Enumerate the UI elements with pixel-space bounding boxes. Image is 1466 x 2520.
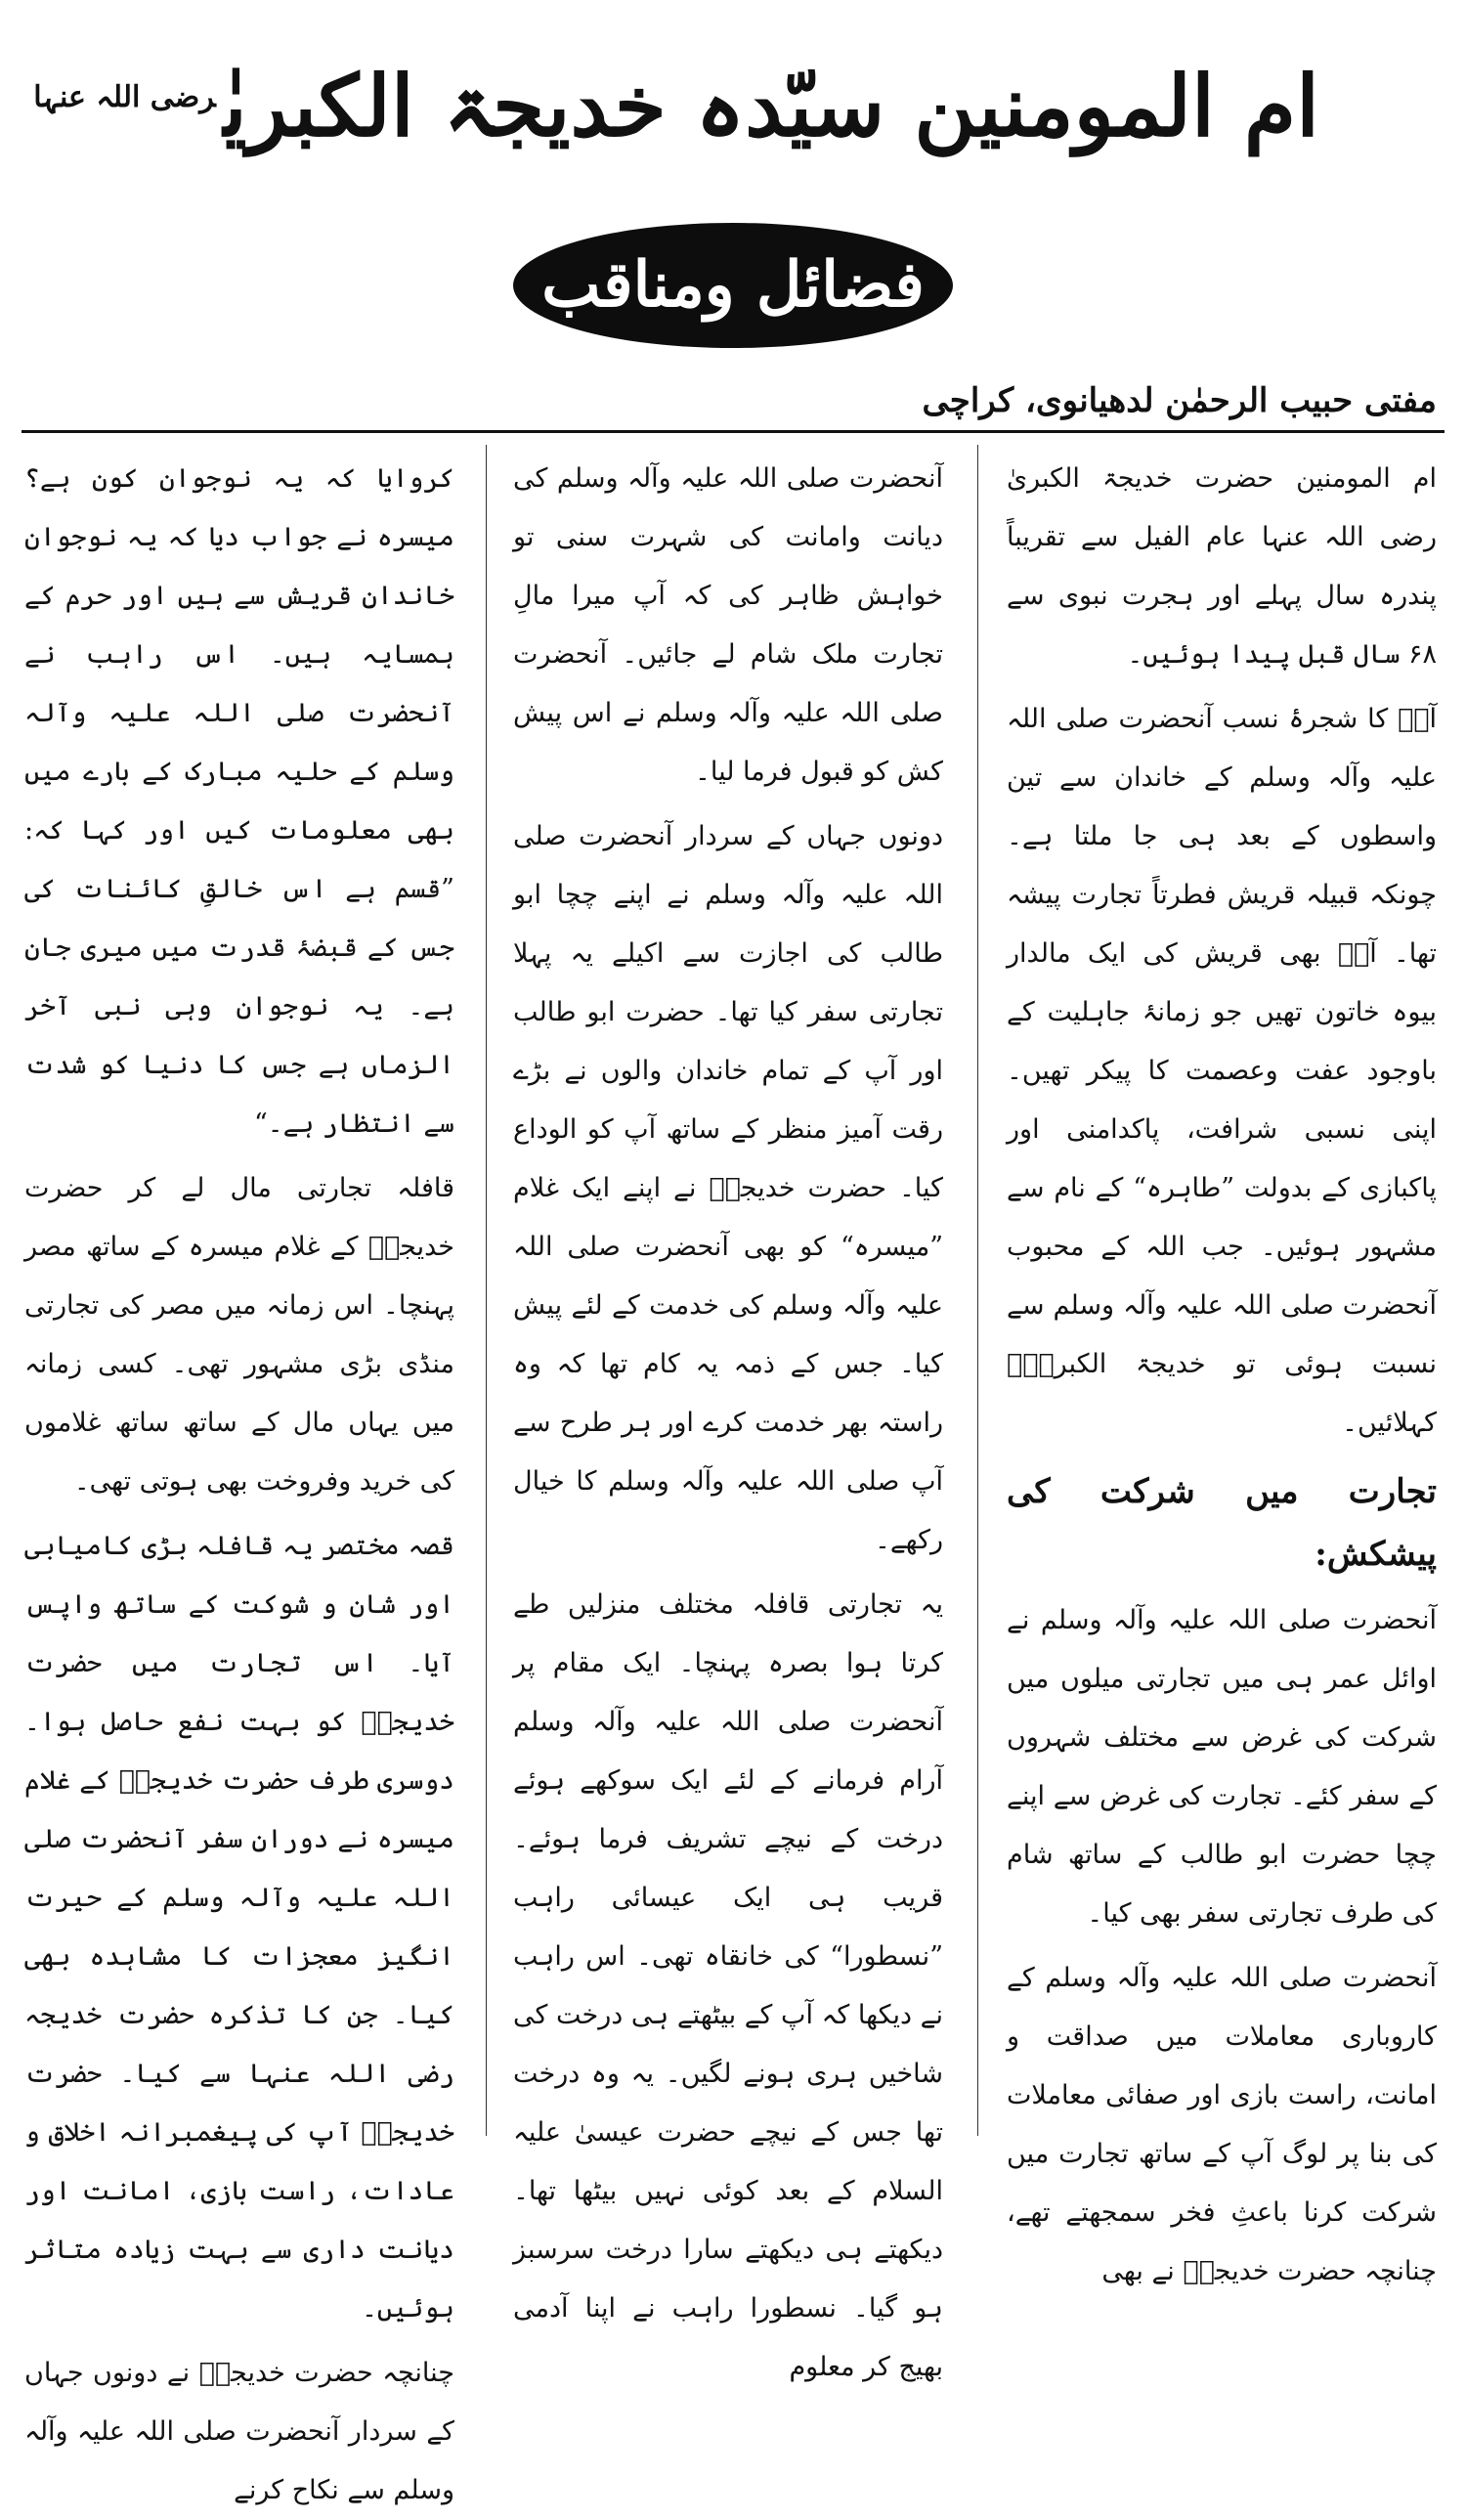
paragraph: چنانچہ حضرت خدیجہؓ نے دونوں جہاں کے سردار آنحضرت صلی اللہ علیہ وآلہ وسلم سے نکاح کرنے xyxy=(24,2358,454,2505)
paragraph: قصہ مختصر یہ قافلہ بڑی کامیابی اور شان و شوکت کے ساتھ واپس آیا۔ اس تجارت میں حضرت خدیجہؓ کو بہت نفع حاصل ہوا۔ دوسری طرف حضرت خدیجہؓ کے غلام میسرہ نے دورانِ سفر آنحضرت صلی اللہ علیہ وآلہ وسلم کے حیرت انگیز معجزات کا مشاہدہ بھی کیا۔ جن کا تذکرہ حضرت خدیجہ رضی اللہ عنہا سے کیا۔ حضرت خدیجہؓ آپ کی پیغمبرانہ اخلاق و عادات، راست بازی، امانت اور دیانت داری سے بہت زیادہ متاثر ہوئیں۔ xyxy=(24,1531,454,2324)
paragraph: دونوں جہاں کے سردار آنحضرت صلی اللہ علیہ وآلہ وسلم نے اپنے چچا ابو طالب کی اجازت سے اکیلے یہ پہلا تجارتی سفر کیا تھا۔ حضرت ابو طالب اور آپ کے تمام خاندان والوں نے بڑے رقت آمیز منظر کے ساتھ آپ کو الوداع کیا۔ حضرت خدیجہؓ نے اپنے ایک غلام ”میسرہ“ کو بھی آنحضرت صلی اللہ علیہ وآلہ وسلم کی خدمت کے لئے پیش کیا۔ جس کے ذمہ یہ کام تھا کہ وہ راستہ بھر خدمت کرے اور ہر طرح سے آپ صلی اللہ علیہ وآلہ وسلم کا خیال رکھے۔ xyxy=(513,821,943,1555)
paragraph: آنحضرت صلی اللہ علیہ وآلہ وسلم کی دیانت وامانت کی شہرت سنی تو خواہش ظاہر کی کہ آپ میرا مالِ تجارت ملک شام لے جائیں۔ آنحضرت صلی اللہ علیہ وآلہ وسلم نے اس پیش کش کو قبول فرما لیا۔ xyxy=(513,463,943,787)
header-divider xyxy=(22,430,1444,433)
paragraph: آنحضرت صلی اللہ علیہ وآلہ وسلم نے اوائل عمر ہی میں تجارتی میلوں میں شرکت کی غرض سے مختلف شہروں کے سفر کئے۔ تجارت کی غرض سے اپنے چچا حضرت ابو طالب کے ساتھ شام کی طرف تجارتی سفر بھی کیا۔ xyxy=(1007,1605,1437,1929)
article-column-1 xyxy=(1007,450,1437,2286)
column-divider xyxy=(977,445,978,2136)
article-title xyxy=(33,39,1319,166)
paragraph: قافلہ تجارتی مال لے کر حضرت خدیجہؓ کے غلام میسرہ کے ساتھ مصر پہنچا۔ اس زمانہ میں مصر کی تجارتی منڈی بڑی مشہور تھی۔ کسی زمانہ میں یہاں مال کے ساتھ ساتھ غلاموں کی خرید وفروخت بھی ہوتی تھی۔ xyxy=(24,1173,454,1497)
article-title-text: ام المومنین سیّدہ خدیجۃ الکبریٰ xyxy=(223,57,1319,156)
column-divider xyxy=(486,445,487,2136)
title-honorific: رضی اللہ عنہا xyxy=(33,80,216,114)
paragraph: کروایا کہ یہ نوجوان کون ہے؟ میسرہ نے جواب دیا کہ یہ نوجوان خاندانِ قریش سے ہیں اور حرم کے ہمسایہ ہیں۔ اس راہب نے آنحضرت صلی اللہ علیہ وآلہ وسلم کے حلیہ مبارک کے بارے میں بھی معلومات کیں اور کہا کہ: ”قسم ہے اس خالقِ کائنات کی جس کے قبضۂ قدرت میں میری جان ہے۔ یہ نوجوان وہی نبی آخر الزماں ہے جس کا دنیا کو شدت سے انتظار ہے۔“ xyxy=(24,463,454,1139)
section-subheading: تجارت میں شرکت کی پیشکش: xyxy=(1007,1472,1437,1574)
section-banner xyxy=(513,223,953,348)
paragraph: آنحضرت صلی اللہ علیہ وآلہ وسلم کے کاروباری معاملات میں صداقت و امانت، راست بازی اور صفائی معاملات کی بنا پر لوگ آپ کے ساتھ تجارت میں شرکت کرنا باعثِ فخر سمجھتے تھے، چنانچہ حضرت خدیجہؓ نے بھی xyxy=(1007,1963,1437,2286)
paragraph: ام المومنین حضرت خدیجۃ الکبریٰ رضی اللہ عنہا عام الفیل سے تقریباً پندرہ سال پہلے اور ہجرت نبوی سے ۶۸ سال قبل پیدا ہوئیں۔ xyxy=(1007,463,1437,670)
article-column-3 xyxy=(24,450,454,2505)
paragraph: یہ تجارتی قافلہ مختلف منزلیں طے کرتا ہوا بصرہ پہنچا۔ ایک مقام پر آنحضرت صلی اللہ علیہ وآلہ وسلم آرام فرمانے کے لئے ایک سوکھے ہوئے درخت کے نیچے تشریف فرما ہوئے۔ قریب ہی ایک عیسائی راہب ”نسطورا“ کی خانقاہ تھی۔ اس راہب نے دیکھا کہ آپ کے بیٹھتے ہی درخت کی شاخیں ہری ہونے لگیں۔ یہ وہ درخت تھا جس کے نیچے حضرت عیسیٰ علیہ السلام کے بعد کوئی نہیں بیٹھا تھا۔ دیکھتے ہی دیکھتے سارا درخت سرسبز ہو گیا۔ نسطورا راہب نے اپنا آدمی بھیج کر معلوم xyxy=(513,1589,943,2382)
author-byline: مفتی حبیب الرحمٰن لدھیانوی، کراچی xyxy=(922,381,1437,420)
paragraph: آپؓ کا شجرۂ نسب آنحضرت صلی اللہ علیہ وآلہ وسلم کے خاندان سے تین واسطوں کے بعد ہی جا ملتا ہے۔ چونکہ قبیلہ قریش فطرتاً تجارت پیشہ تھا۔ آپؓ بھی قریش کی ایک مالدار بیوہ خاتون تھیں جو زمانۂ جاہلیت کے باوجود عفت وعصمت کا پیکر تھیں۔ اپنی نسبی شرافت، پاکدامنی اور پاکبازی کے بدولت ”طاہرہ“ کے نام سے مشہور ہوئیں۔ جب اللہ کے محبوب آنحضرت صلی اللہ علیہ وآلہ وسلم سے نسبت ہوئی تو خدیجۃ الکبریٰؓ کہلائیں۔ xyxy=(1007,704,1437,1438)
section-banner-text: فضائل ومناقب xyxy=(541,248,925,322)
article-column-2 xyxy=(513,450,943,2382)
